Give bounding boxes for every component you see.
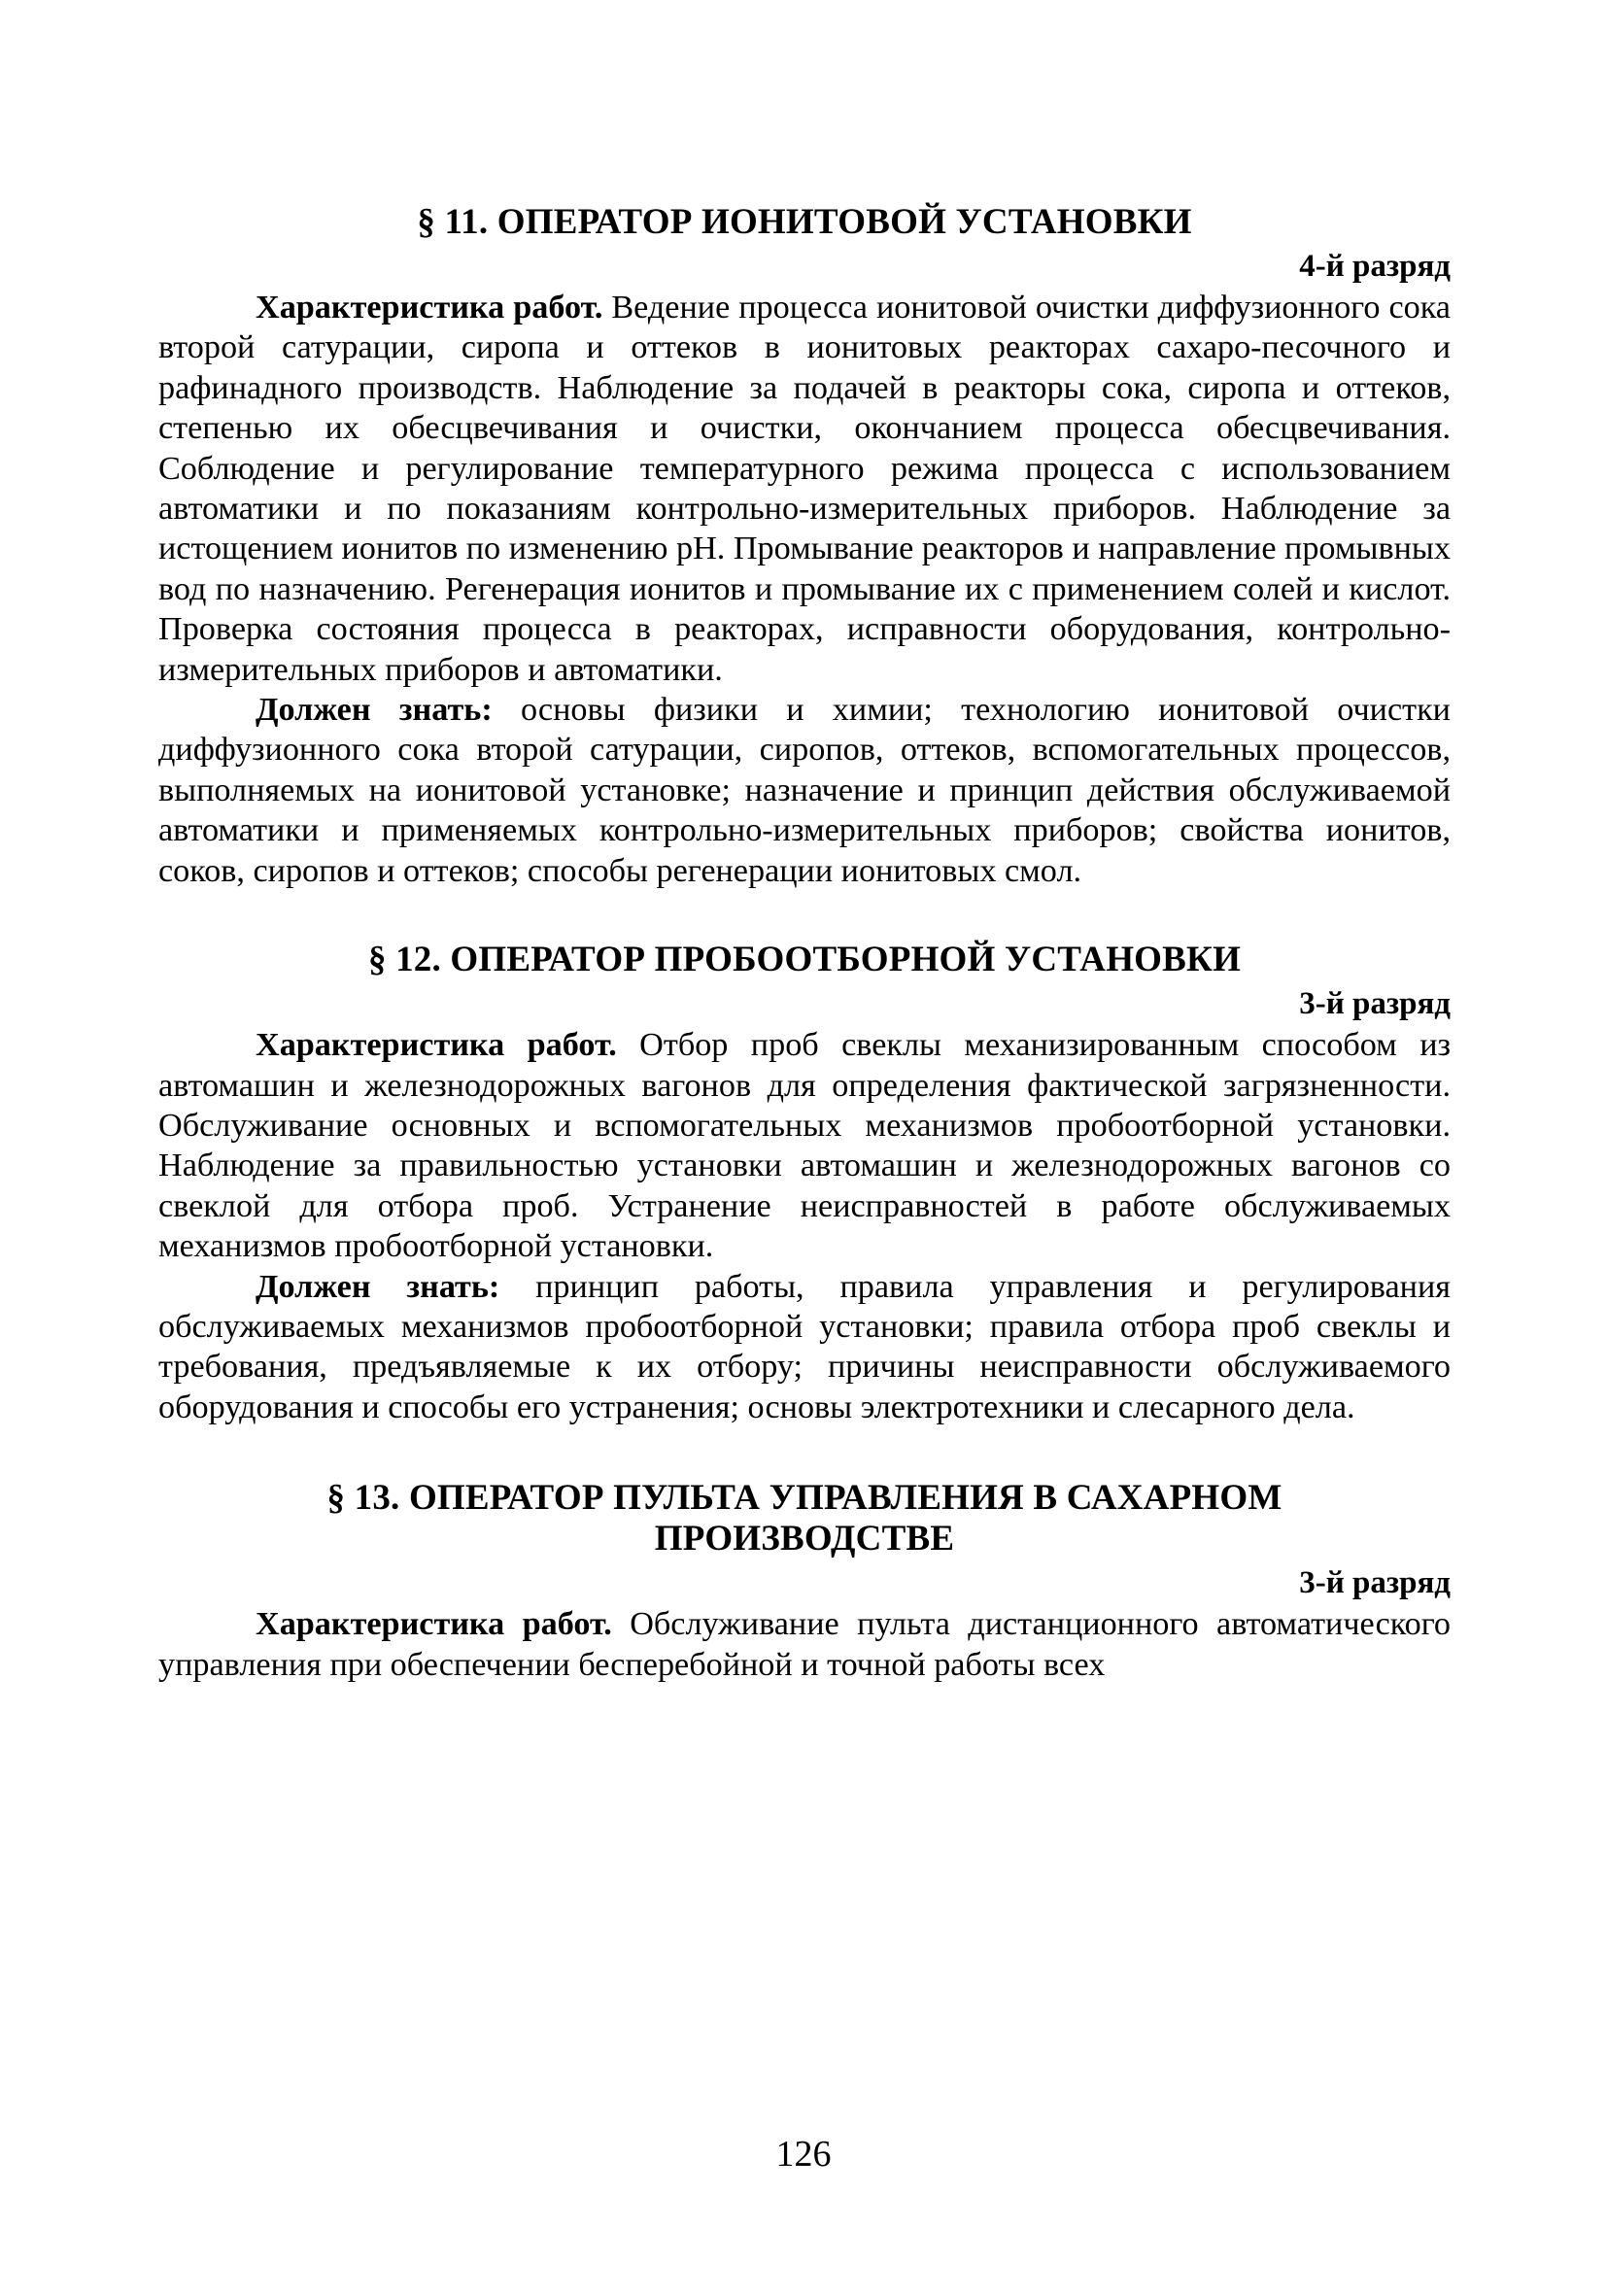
paragraph-lead: Характеристика работ. [256, 1027, 617, 1064]
section-13 [158, 1478, 1451, 1685]
section-title [158, 1478, 1451, 1559]
section-12 [158, 940, 1451, 1427]
work-characteristics-paragraph [158, 288, 1451, 690]
paragraph-text: Отбор проб свеклы механизированным способом из автомашин и железнодорожных вагонов для определения фактической загрязненности. Обслуживание основных и вспомогательных механизмов пробоотборной установки. Наблюдение за правильностью установки автомашин и железнодорожных вагонов со свеклой для отбора проб. Устранение неисправностей в работе обслуживаемых механизмов пробоотборной установки. [158, 1027, 1451, 1265]
grade-label: 4-й разряд [1299, 249, 1451, 284]
section-title: § 12. ОПЕРАТОР ПРОБООТБОРНОЙ УСТАНОВКИ [367, 940, 1242, 980]
page-number: 126 [775, 2134, 832, 2175]
required-knowledge-paragraph [158, 1267, 1451, 1428]
paragraph-lead: Характеристика работ. [256, 1606, 612, 1643]
paragraph-text: принцип работы, правила управления и регулирования обслуживаемых механизмов пробоотборной установки; правила отбора проб свеклы и требования, предъявляемые к их отбору; причины неисправности обслуживаемого оборудования и способы его устранения; основы электротехники и слесарного дела. [158, 1268, 1451, 1425]
paragraph-text: Ведение процесса ионитовой очистки диффузионного сока второй сатурации, сиропа и оттеков в ионитовых реакторах сахаро-песочного и рафинадного производств. Наблюдение за подачей в реакторы сока, сиропа и оттеков, степенью их обесцвечивания и очистки, окончанием процесса обесцвечивания. Соблюдение и регулирование температурного режима процесса с использованием автоматики и по показаниям контрольно-измерительных приборов. Наблюдение за истощением ионитов по изменению рН. Промывание реакторов и направление промывных вод по назначению. Регенерация ионитов и промывание их с применением солей и кислот. Проверка состояния процесса в реакторах, исправности оборудования, контрольно-измерительных приборов и автоматики. [158, 290, 1451, 688]
paragraph-lead: Должен знать: [256, 1268, 500, 1305]
section-11 [158, 202, 1451, 891]
paragraph-lead: Характеристика работ. [256, 290, 603, 326]
grade-label: 3-й разряд [1299, 986, 1451, 1022]
grade-label: 3-й разряд [1299, 1565, 1451, 1601]
section-title-line: § 13. ОПЕРАТОР ПУЛЬТА УПРАВЛЕНИЯ В САХАРНОМ [326, 1478, 1282, 1519]
work-characteristics-paragraph [158, 1025, 1451, 1266]
section-title-line: ПРОИЗВОДСТВЕ [654, 1519, 955, 1559]
paragraph-text: Обслуживание пульта дистанционного автоматического управления при обеспечении бесперебойной и точной работы всех [158, 1606, 1451, 1683]
section-title: § 11. ОПЕРАТОР ИОНИТОВОЙ УСТАНОВКИ [417, 202, 1192, 242]
paragraph-text: основы физики и химии; технологию ионитовой очистки диффузионного сока второй сатурации, сиропов, оттеков, вспомогательных процессов, выполняемых на ионитовой установке; назначение и принцип действия обслуживаемой автоматики и применяемых контрольно-измерительных приборов; свойства ионитов, соков, сиропов и оттеков; способы регенерации ионитовых смол. [158, 692, 1451, 889]
required-knowledge-paragraph [158, 690, 1451, 891]
document-page [158, 202, 1451, 1685]
paragraph-lead: Должен знать: [256, 692, 493, 729]
work-characteristics-paragraph [158, 1604, 1451, 1685]
